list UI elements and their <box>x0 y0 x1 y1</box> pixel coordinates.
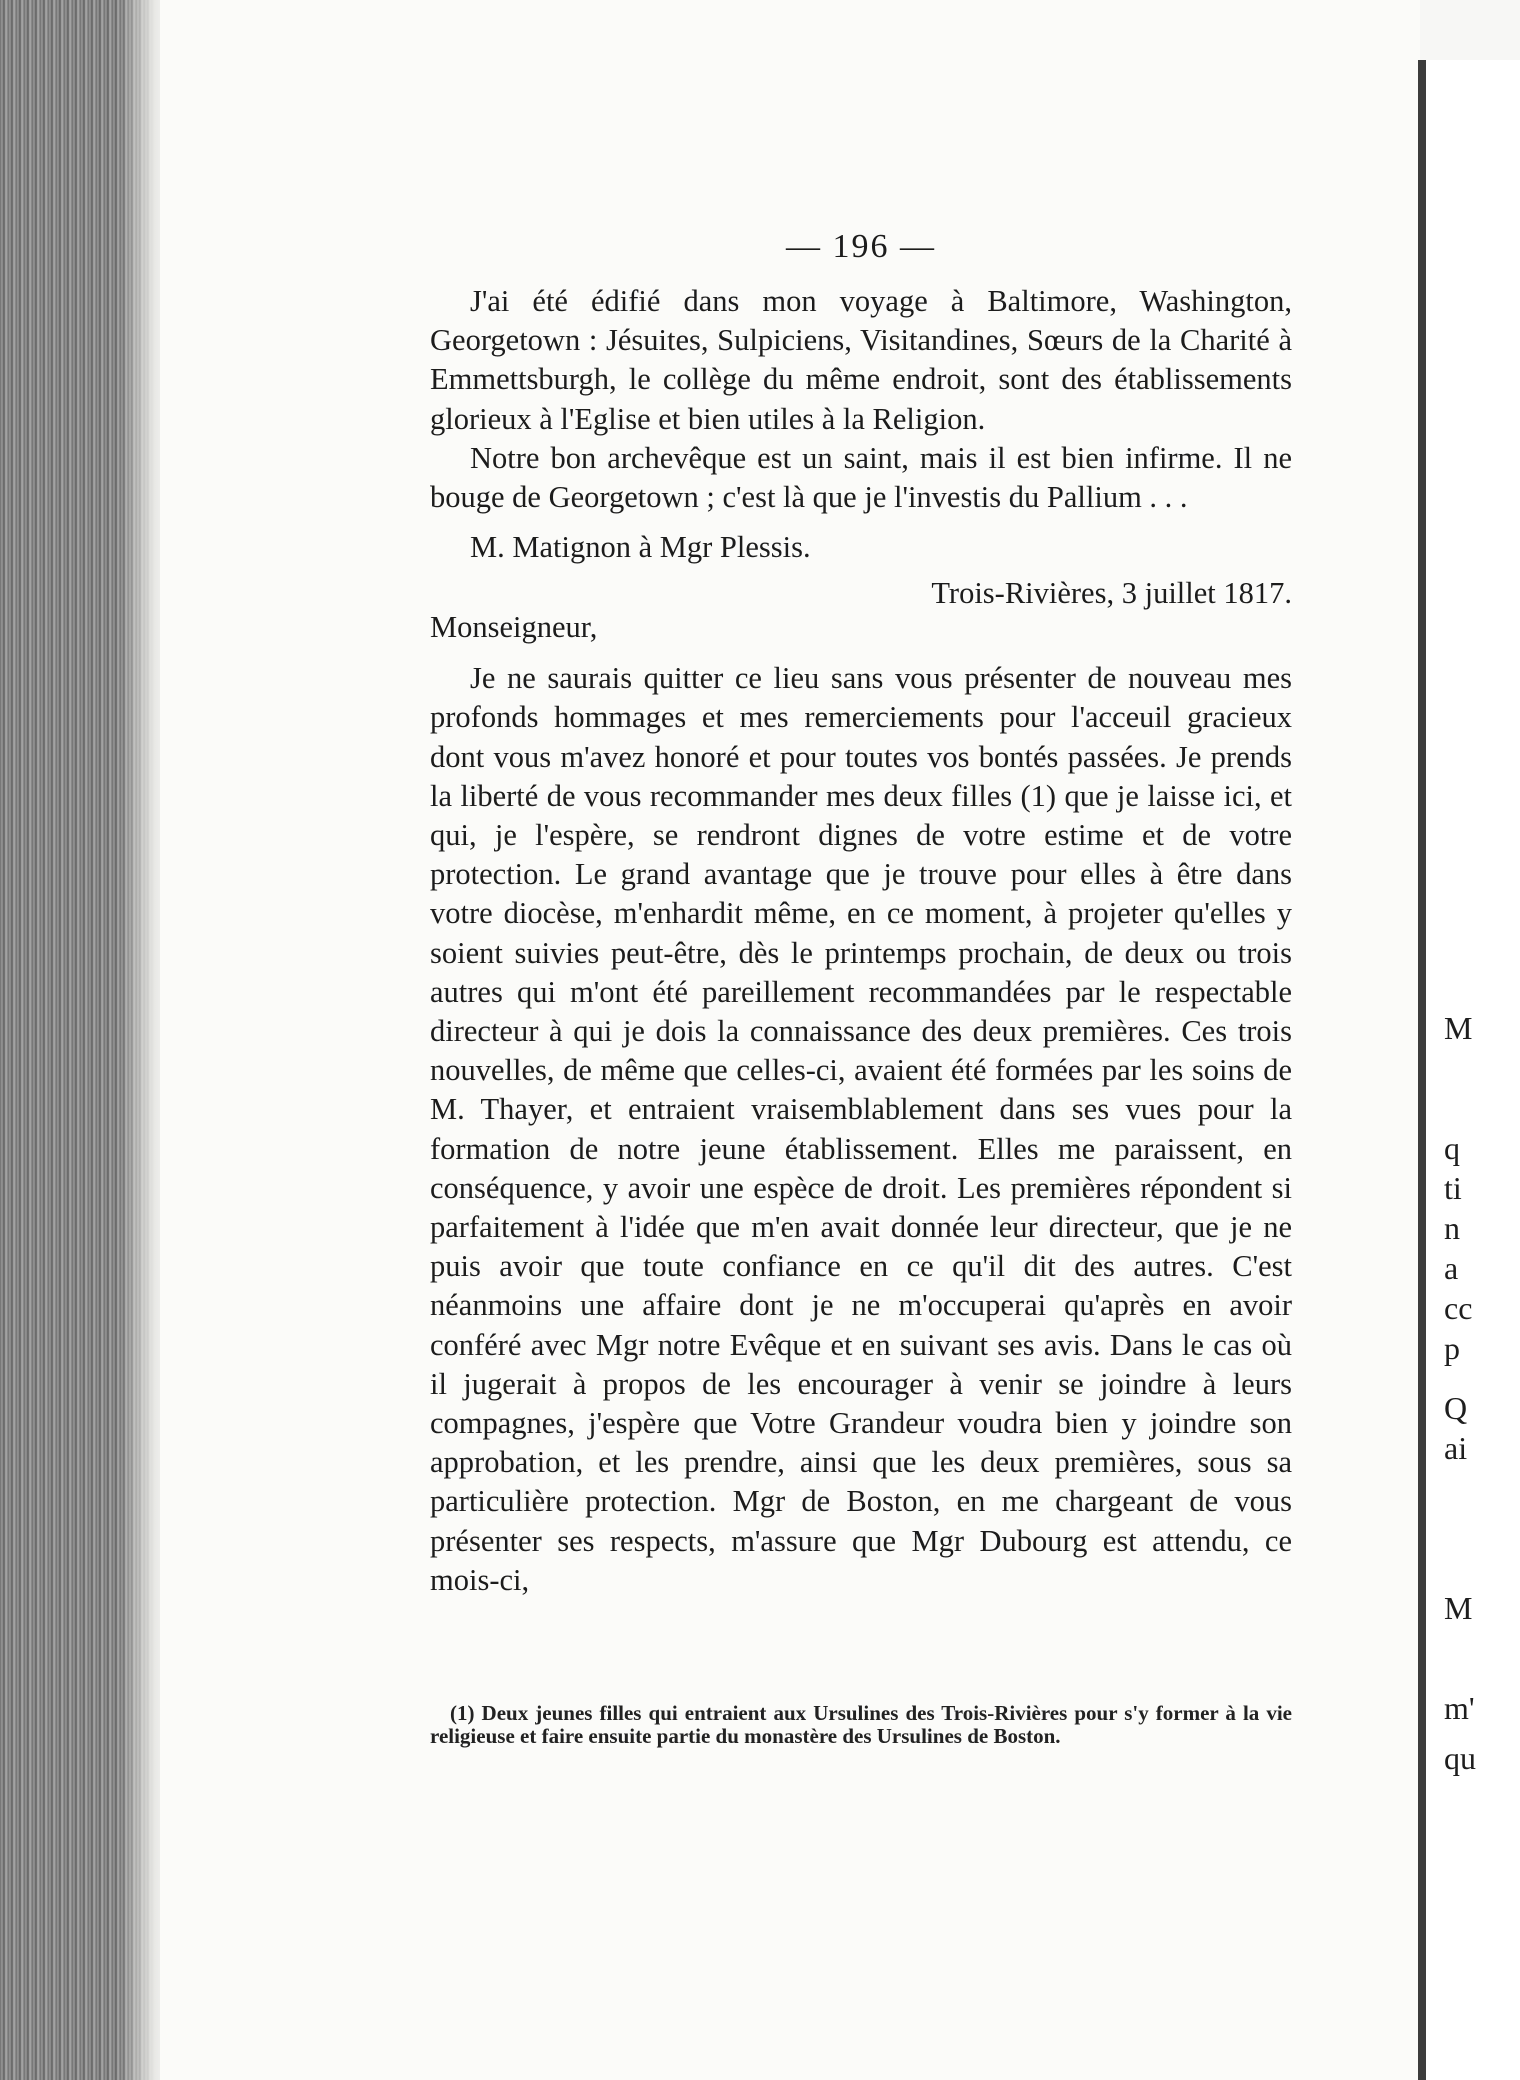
book-gutter-edge <box>0 0 160 2080</box>
adjacent-page-fragment: q <box>1444 1130 1460 1166</box>
adjacent-page-fragment: ai <box>1444 1430 1468 1466</box>
adjacent-page-fragment: cc <box>1444 1290 1473 1326</box>
paragraph-1: J'ai été édifié dans mon voyage à Baltimore, Washington, Georgetown : Jésuites, Sulpiciens, Visitandines, Sœurs de la Charité à Emmettsburgh, le collège du même endroit, sont des établissements glorieux à l'Eglise et bien utiles à la Religion. <box>430 284 1292 436</box>
letter-salutation: Monseigneur, <box>430 610 598 645</box>
adjacent-page-fragment: M <box>1444 1590 1473 1626</box>
letter-heading: M. Matignon à Mgr Plessis. <box>470 530 811 565</box>
letter-dateline: Trois-Rivières, 3 juillet 1817. <box>931 576 1292 611</box>
adjacent-page <box>1418 60 1520 2080</box>
adjacent-page-fragment: Q <box>1444 1390 1468 1426</box>
adjacent-page-fragment: ti <box>1444 1170 1462 1206</box>
adjacent-page-fragment: n <box>1444 1210 1460 1246</box>
footnote: (1) Deux jeunes filles qui entraient aux Ursulines des Trois-Rivières pour s'y former à la vie religieuse et faire ensuite partie du monastère des Ursulines de Boston. <box>430 1701 1292 1748</box>
page-number: — 196 — <box>786 228 936 265</box>
adjacent-page-fragment: p <box>1444 1330 1460 1366</box>
adjacent-page-fragment: m' <box>1444 1690 1475 1726</box>
page-body <box>430 282 1292 1600</box>
letter-body: Je ne saurais quitter ce lieu sans vous présenter de nouveau mes profonds hommages et mes remerciements pour l'acceuil gracieux dont vous m'avez honoré et pour toutes vos bontés passées. Je prends la liberté de vous recommander mes deux filles (1) que je laisse ici, et qui, je l'espère, se rendront dignes de votre estime et de votre protection. Le grand avantage que je trouve pour elles à être dans votre diocèse, m'enhardit même, en ce moment, à projeter qu'elles y soient suivies peut-être, dès le printemps prochain, de deux ou trois autres qui m'ont été pareillement recommandées par le respectable directeur à qui je dois la connaissance des deux premières. Ces trois nouvelles, de même que celles-ci, avaient été formées par les soins de M. Thayer, et entraient vraisemblablement dans ses vues pour la formation de notre jeune établissement. Elles me paraissent, en conséquence, y avoir une espèce de droit. Les premières répondent si parfaitement à l'idée que m'en avait donnée leur directeur, que je ne puis avoir que toute confiance en ce qu'il dit des autres. C'est néanmoins une affaire dont je ne m'occuperai qu'après en avoir conféré avec Mgr notre Evêque et en suivant ses avis. Dans le cas où il jugerait à propos de les encourager à venir se joindre à leurs compagnes, j'espère que Votre Grandeur voudra bien y joindre son approbation, et les prendre, ainsi que les deux premières, sous sa particulière protection. Mgr de Boston, en me chargeant de vous présenter ses respects, m'assure que Mgr Dubourg est attendu, ce mois-ci, <box>430 661 1292 1597</box>
adjacent-page-fragment: M <box>1444 1010 1473 1046</box>
paragraph-2: Notre bon archevêque est un saint, mais il est bien infirme. Il ne bouge de Georgetown ; c'est là que je l'investis du Pallium . . . <box>430 440 1292 515</box>
adjacent-page-fragment: qu <box>1444 1740 1476 1776</box>
adjacent-page-fragment: a <box>1444 1250 1459 1286</box>
